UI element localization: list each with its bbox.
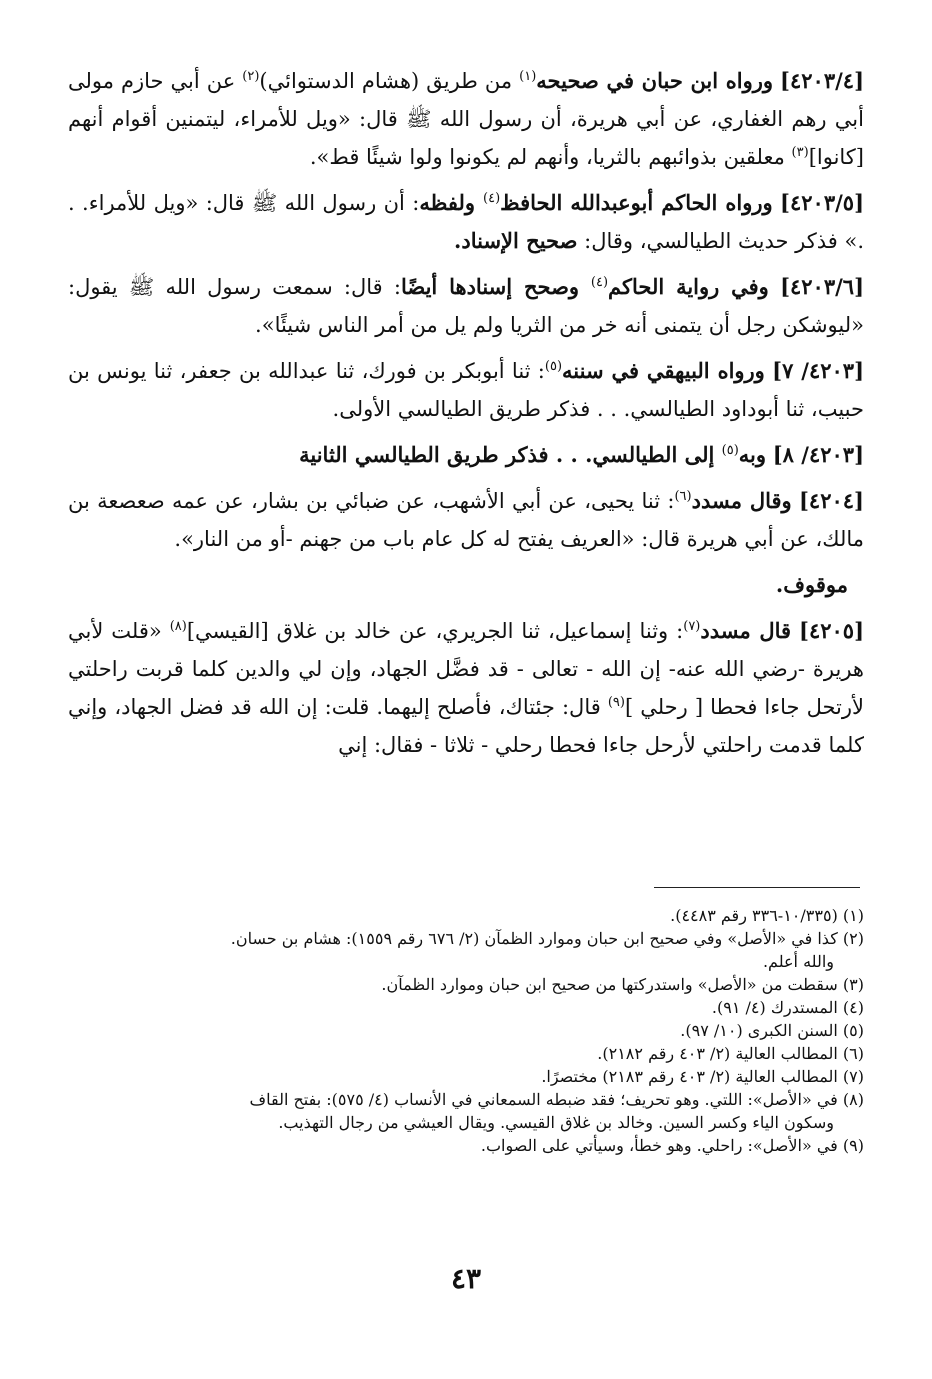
paragraph-text: معلقين بذوائبهم بالثريا، وأنهم لم يكونوا ولوا شيئًا قط».: [309, 145, 792, 169]
footnote-5: [68, 1019, 864, 1042]
footnote-ref: (١): [519, 69, 537, 84]
hadith-number: [٤٢٠٥]: [799, 618, 864, 643]
hadith-number: [٤٢٠٣/ ٧]: [772, 358, 864, 383]
paragraph-4203-4: [68, 62, 864, 176]
main-text: [68, 62, 864, 772]
footnote-6: [68, 1042, 864, 1065]
footnote-ref: (٨): [169, 619, 187, 634]
footnote-number: (٣): [842, 975, 864, 994]
source-lead: وقال مسدد: [691, 488, 792, 513]
source-lead: ورواه البيهقي في سننه: [562, 358, 765, 383]
source-lead: ورواه الحاكم أبوعبدالله الحافظ: [500, 190, 773, 215]
paragraph-4203-7: [68, 352, 864, 428]
footnote-number: (٧): [842, 1067, 864, 1086]
hadith-number: [٤٢٠٣/٤]: [780, 68, 864, 93]
footnote-ref: (٢): [242, 69, 260, 84]
footnote-number: (٩): [842, 1136, 864, 1155]
footnote-number: (١): [842, 906, 864, 925]
footnote-7: [68, 1065, 864, 1088]
footnote-number: (٥): [842, 1021, 864, 1040]
footnote-continuation: وسكون الياء وكسر السين. وخالد بن غلاق القيسي. ويقال العيشي من رجال التهذيب.: [278, 1113, 834, 1132]
footnote-text: سقطت من «الأصل» واستدركتها من صحيح ابن حبان وموارد الظمآن.: [381, 975, 838, 994]
paragraph-text: من طريق (هشام الدستوائي): [259, 69, 520, 93]
footnote-ref: (٥): [544, 359, 563, 374]
paragraph-text: : ثنا أبوبكر بن فورك، ثنا عبدالله بن جعفر، ثنا يونس بن حبيب، ثنا أبوداود الطيالسي. . . فذكر طريق الطيالسي الأولى.: [68, 359, 864, 421]
footnote-number: (٢): [842, 929, 864, 948]
footnote-text: المستدرك (٤/ ٩١).: [711, 998, 838, 1017]
hadith-number: [٤٢٠٣/٦]: [780, 274, 865, 299]
footnote-separator: [654, 887, 860, 888]
paragraph-text: : ثنا يحيى، عن أبي الأشهب، عن ضبائي بن بشار، عن عمه صعصعة بن مالك، عن أبي هريرة قال: «العريف يفتح له كل عام باب من جهنم -أو من النار».: [68, 489, 864, 551]
grading: صحيح الإسناد.: [454, 228, 578, 253]
hadith-number: [٤٢٠٣/٥]: [780, 190, 864, 215]
paragraph-text: عن أبي حازم مولى أبي رهم الغفاري، عن أبي هريرة، أن رسول الله ﷺ قال: «ويل للأمراء، ليتمنين أقوام أنهم [كانوا]: [68, 69, 864, 169]
footnote-text: في «الأصل»: راحلي. وهو خطأ، وسيأتي على الصواب.: [480, 1136, 838, 1155]
paragraph-4203-8: [68, 436, 864, 474]
paragraph-text: : وثنا إسماعيل، ثنا الجريري، عن خالد بن غلاق [القيسي]: [186, 619, 684, 643]
footnote-4: [68, 996, 864, 1019]
footnote-text: السنن الكبرى (١٠/ ٩٧).: [680, 1021, 838, 1040]
paragraph-4205: [68, 612, 864, 764]
source-lead: وبه: [738, 442, 767, 467]
hadith-number: [٤٢٠٤]: [798, 488, 864, 513]
source-lead-tail: ولفظه: [419, 190, 484, 215]
footnote-ref: (٥): [721, 443, 739, 458]
footnote-text: المطالب العالية (٢/ ٤٠٣ رقم ٢١٨٢).: [597, 1044, 838, 1063]
footnote-ref: (٤): [483, 191, 501, 206]
footnote-2: [68, 927, 864, 973]
footnote-continuation: والله أعلم.: [762, 952, 834, 971]
source-lead: ورواه ابن حبان في صحيحه: [536, 68, 774, 93]
footnote-text: (١٠/٣٣٥-٣٣٦ رقم ٤٤٨٣).: [670, 906, 838, 925]
footnote-number: (٤): [842, 998, 864, 1017]
footnote-9: [68, 1134, 864, 1157]
footnote-ref: (٩): [607, 695, 625, 710]
paragraph-text: : قال: سمعت رسول الله ﷺ يقول: «ليوشكن رجل أن يتمنى أنه خر من الثريا ولم يل من أمر الناس شيئًا».: [68, 275, 864, 337]
footnote-ref: (٤): [590, 275, 609, 290]
footnote-number: (٦): [842, 1044, 864, 1063]
paragraph-text: قال: جئتاك، فأصلح إليهما. قلت: إن الله قد فضل الجهاد، وإني كلما قدمت راحلتي لأرحل جاءا فحطا رحلي - ثلاثا - فقال: إني: [68, 695, 864, 757]
source-lead-tail: وصحح إسنادها أيضًا: [400, 274, 591, 299]
footnote-ref: (٦): [674, 489, 692, 504]
footnote-text: في «الأصل»: اللتي. وهو تحريف؛ فقد ضبطه السمعاني في الأنساب (٤/ ٥٧٥): بفتح القاف: [249, 1090, 838, 1109]
footnote-8: [68, 1088, 864, 1134]
footnotes: [68, 904, 864, 1157]
footnote-text: المطالب العالية (٢/ ٤٠٣ رقم ٢١٨٣) مختصرًا.: [541, 1067, 838, 1086]
paragraph-4204: [68, 482, 864, 558]
footnote-ref: (٧): [683, 619, 701, 634]
footnote-number: (٨): [842, 1090, 864, 1109]
paragraph-4203-6: [68, 268, 864, 344]
hadith-number: [٤٢٠٣/ ٨]: [772, 442, 864, 467]
paragraph-4203-5: [68, 184, 864, 260]
paragraph-text: «قلت لأبي هريرة -رضي الله عنه- إن الله - تعالى - قد فضَّل الجهاد، وإن لي والدين كلما قربت راحلتي لأرتحل جاءا فحطا [ رحلي ]: [68, 619, 865, 719]
paragraph-text: : أن رسول الله ﷺ قال: «ويل للأمراء. . .» فذكر حديث الطيالسي، وقال:: [68, 191, 864, 253]
grading-mawquf: موقوف.: [775, 572, 848, 597]
footnote-text: كذا في «الأصل» وفي صحيح ابن حبان وموارد الظمآن (٢/ ٦٧٦ رقم ١٥٥٩): هشام بن حسان.: [230, 929, 838, 948]
page-number: ٤٣: [450, 1262, 482, 1295]
source-lead: وفي رواية الحاكم: [608, 274, 769, 299]
footnote-1: [68, 904, 864, 927]
source-lead-tail: إلى الطيالسي. . . فذكر طريق الطيالسي الثانية: [299, 442, 722, 467]
footnote-ref: (٣): [791, 145, 809, 160]
footnote-3: [68, 973, 864, 996]
source-lead: قال مسدد: [700, 618, 792, 643]
